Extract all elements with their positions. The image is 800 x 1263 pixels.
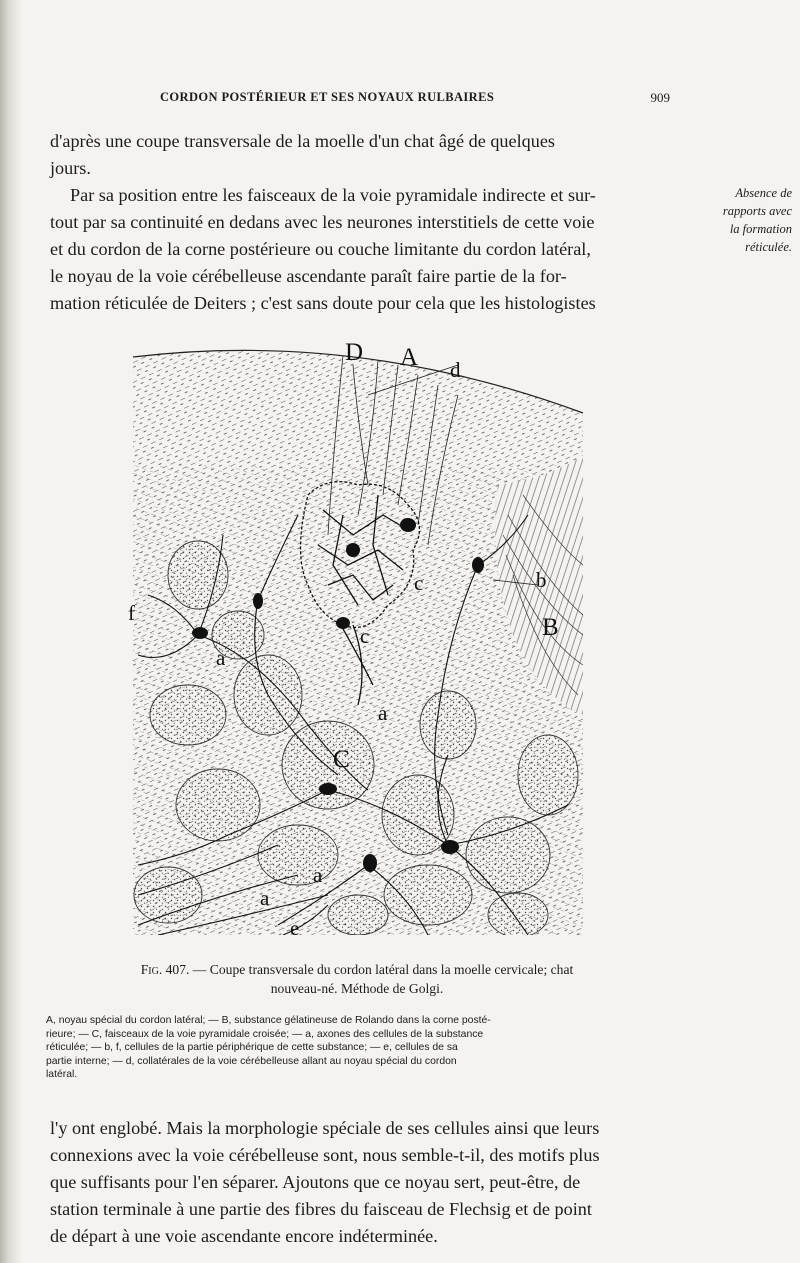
text-line: l'y ont englobé. Mais la morphologie spéciale de ses cellules ainsi que leurs (50, 1118, 600, 1138)
figure-label-b: b (536, 568, 547, 592)
text-line: connexions avec la voie cérébelleuse sont, nous semble-t-il, des motifs plus (50, 1145, 600, 1165)
figure-label-f: f (128, 601, 135, 625)
figure-label-B: B (542, 614, 559, 641)
legend-line: A, noyau spécial du cordon latéral; — B, substance gélatineuse de Rolando dans la corne posté- (46, 1015, 491, 1026)
text-line: de départ à une voie ascendante encore indéterminée. (50, 1226, 438, 1246)
figure-label-A: A (400, 344, 419, 371)
figure-label-a-lower-right: a (313, 863, 323, 887)
text-line: jours. (50, 158, 91, 178)
margin-note-line: rapports avec (722, 204, 792, 218)
figure-label-e: e (290, 916, 300, 940)
margin-note-line: Absence de (735, 186, 792, 200)
text-line: tout par sa continuité en dedans avec les neurones interstitiels de cette voie (50, 212, 595, 232)
paragraph-1 (50, 128, 668, 317)
margin-note (688, 184, 792, 256)
legend-line: réticulée; — b, f, cellules de la partie périphérique de cette substance; — e, cellules de sa (46, 1042, 458, 1054)
text-line: mation réticulée de Deiters ; c'est sans doute pour cela que les histologistes (50, 293, 596, 313)
running-title: CORDON POSTÉRIEUR ET SES NOYAUX RULBAIRES (160, 90, 495, 104)
figure-legend (46, 1014, 672, 1082)
figure-label-d: d (450, 358, 461, 382)
text-line: d'après une coupe transversale de la moelle d'un chat âgé de quelques (50, 131, 555, 151)
figure-label-a-left: a (216, 646, 226, 670)
legend-line: latéral. (46, 1069, 78, 1081)
figure-number: Fig. 407. (140, 962, 190, 977)
caption-line-2: nouveau-né. Méthode de Golgi. (270, 981, 444, 996)
figure-label-a-lower-left: a (260, 886, 270, 910)
golgi-stain-drawing (128, 335, 588, 940)
text-line: le noyau de la voie cérébelleuse ascendante paraît faire partie de la for- (50, 266, 567, 286)
margin-note-line: la formation (729, 222, 792, 236)
figure-407-illustration (128, 335, 588, 940)
text-line: station terminale à une partie des fibres du faisceau de Flechsig et de point (50, 1199, 592, 1219)
paragraph-2 (50, 1115, 668, 1250)
figure-label-c-lower: c (360, 624, 370, 648)
figure-label-a-center: a (378, 701, 388, 725)
figure-caption (46, 960, 668, 998)
page-header (40, 90, 670, 110)
text-line: et du cordon de la corne postérieure ou couche limitante du cordon latéral, (50, 239, 591, 259)
figure-label-c-upper: c (414, 571, 424, 595)
text-line: que suffisants pour l'en séparer. Ajoutons que ce noyau sert, peut-être, de (50, 1172, 581, 1192)
margin-note-line: réticulée. (745, 240, 792, 254)
figure-label-C: C (333, 746, 350, 773)
page-number: 909 (650, 90, 670, 105)
page-edge-shadow (0, 0, 22, 1263)
caption-line-1 (46, 960, 668, 979)
legend-line: rieure; — C, faisceaux de la voie pyramidale croisée; — a, axones des cellules de la substance (46, 1028, 484, 1040)
legend-line: partie interne; — d, collatérales de la voie cérébelleuse allant au noyau spécial du cordon (46, 1055, 457, 1067)
caption-text: — Coupe transversale du cordon latéral dans la moelle cervicale; chat (189, 962, 574, 977)
text-line: Par sa position entre les faisceaux de la voie pyramidale indirecte et sur- (70, 185, 596, 205)
figure-label-D: D (345, 339, 364, 366)
